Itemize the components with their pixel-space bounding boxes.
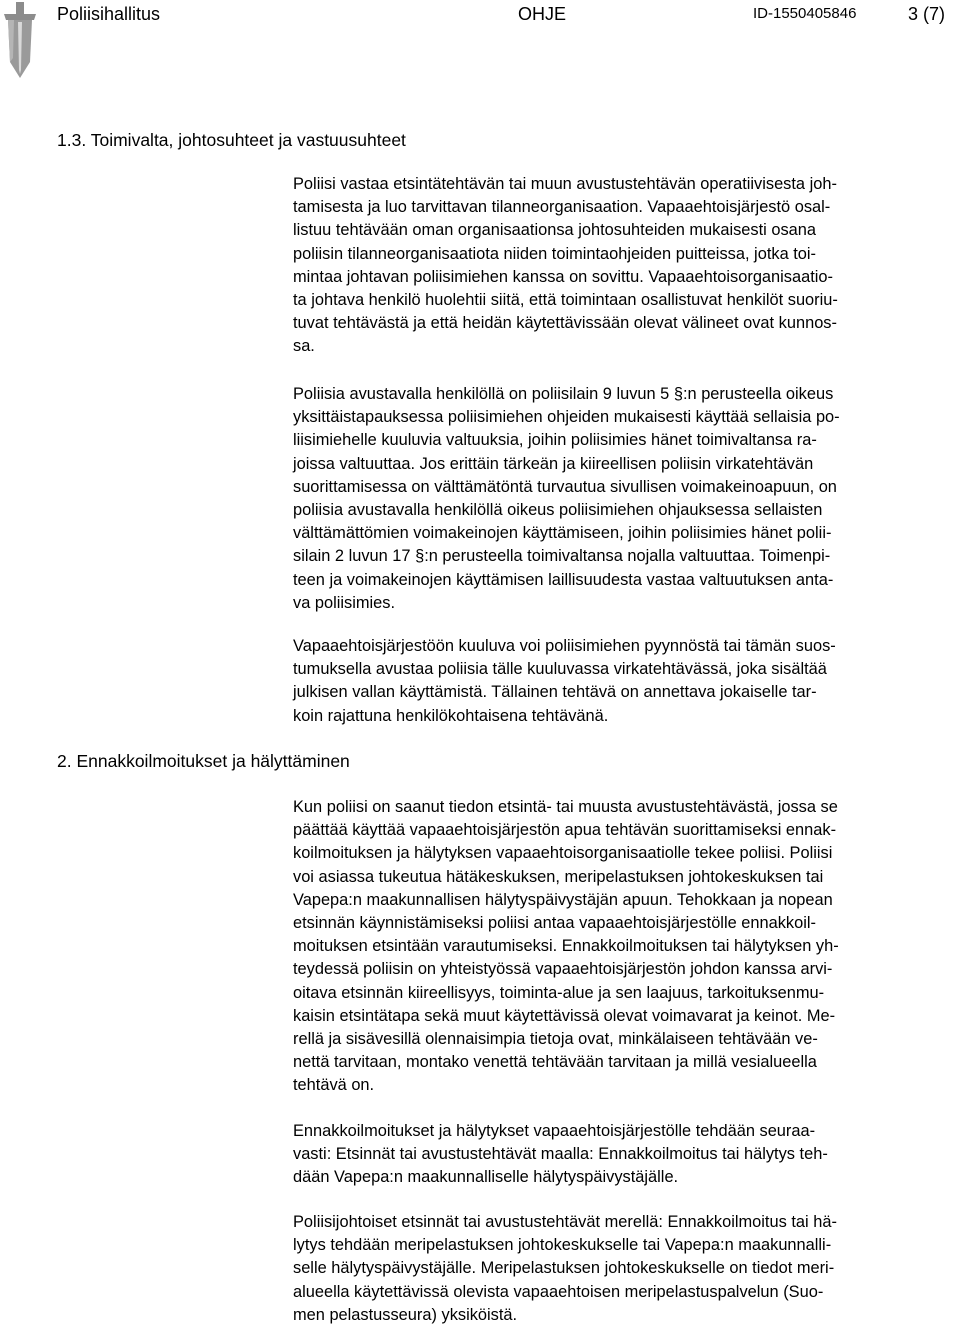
paragraph-line: selle hälytyspäivystäjälle. Meripelastuksen johtokeskukselle on tiedot meri- — [293, 1259, 835, 1278]
paragraph-line: päättää käyttää vapaaehtoisjärjestön apua tehtävän suorittamiseksi ennak- — [293, 821, 837, 840]
paragraph-line: tamisesta ja luo tarvittavan tilanneorganisaation. Vapaaehtoisjärjestö osal- — [293, 198, 831, 217]
paragraph-line: men pelastusseura) yksiköistä. — [293, 1305, 518, 1324]
paragraph-line: Vapepa:n maakunnallisen hälytyspäivystäjän apuun. Tehokkaan ja nopean — [293, 890, 833, 909]
header-document-id: ID-1550405846 — [753, 5, 857, 22]
paragraph-line: joissa valtuuttaa. Jos erittäin tärkeän ja kiireellisen poliisin virkatehtävän — [293, 454, 814, 473]
paragraph-line: teydessä poliisin on yhteistyössä vapaaehtoisjärjestön johdon kanssa arvi- — [293, 960, 833, 979]
paragraph — [293, 635, 960, 728]
paragraph-line: julkisen vallan käyttämistä. Tällainen tehtävä on annettava jokaiselle tar- — [293, 683, 817, 702]
paragraph-line: nettä tarvitaan, montako venettä tehtävään tarvitaan ja millä vesialueella — [293, 1053, 817, 1072]
paragraph-line: välttämättömien voimakeinojen käyttämiseen, joihin poliisimies hänet polii- — [293, 524, 832, 543]
paragraph-line: va poliisimies. — [293, 593, 396, 612]
paragraph-line: ta johtava henkilö huolehtii siitä, että toimintaan osallistuvat henkilöt suoriu- — [293, 290, 838, 309]
paragraph-line: dään Vapepa:n maakunnalliselle hälytyspäivystäjälle. — [293, 1168, 679, 1187]
paragraph — [293, 173, 960, 359]
paragraph-line: yksittäistapauksessa poliisimiehen ohjeiden mukaisesti käyttää sellaisia po- — [293, 408, 840, 427]
paragraph-line: mintaa johtavan poliisimiehen kanssa on sovittu. Vapaaehtoisorganisaatio- — [293, 267, 834, 286]
section-heading-2: 2. Ennakkoilmoitukset ja hälyttäminen — [57, 751, 350, 771]
paragraph-line: lytys tehdään meripelastuksen johtokeskukselle tai Vapepa:n maakunnalli- — [293, 1236, 832, 1255]
paragraph-line: listuu tehtävään oman organisaationsa johtosuhteiden mukaisesti osana — [293, 221, 817, 240]
paragraph-line: poliisia avustavalla henkilöllä oikeus poliisimiehen ohjauksessa sellaisten — [293, 500, 823, 519]
paragraph — [293, 1120, 960, 1190]
paragraph-line: suorittamisessa on välttämätöntä turvautua sivullisen voimakeinoapuun, on — [293, 477, 837, 496]
paragraph-line: moituksen etsintään varautumiseksi. Ennakkoilmoituksen tai hälytyksen yh- — [293, 937, 839, 956]
paragraph-line: koilmoituksen ja hälytyksen vapaaehtoisorganisaatiolle tekee poliisi. Poliisi — [293, 844, 833, 863]
paragraph-line: Vapaaehtoisjärjestöön kuuluva voi poliisimiehen pyynnöstä tai tämän suos- — [293, 637, 836, 655]
paragraph-line: silain 2 luvun 17 §:n perusteella toimivaltansa nojalla valtuuttaa. Toimenpi- — [293, 547, 831, 566]
paragraph-line: tehtävä on. — [293, 1076, 375, 1095]
header-organization: Poliisihallitus — [57, 4, 161, 24]
paragraph-line: koin rajattuna henkilökohtaisena tehtävänä. — [293, 706, 609, 725]
paragraph-line: Kun poliisi on saanut tiedon etsintä- tai muusta avustustehtävästä, jossa se — [293, 798, 838, 816]
paragraph-line: poliisin tilanneorganisaatiota niiden toimintaohjeiden puitteissa, jotka toi- — [293, 244, 817, 263]
paragraph-line: alueella käytettävissä olevista vapaaehtoisen meripelastuspalvelun (Suo- — [293, 1282, 824, 1301]
police-sword-emblem-icon — [0, 0, 40, 80]
paragraph — [293, 383, 960, 615]
paragraph-line: tumuksella avustaa poliisia tälle kuuluvassa virkatehtävässä, joka sisältää — [293, 660, 827, 679]
paragraph-line: vasti: Etsinnät tai avustustehtävät maalla: Ennakkoilmoitus tai hälytys teh- — [293, 1145, 828, 1164]
paragraph-line: tuvat tehtävästä ja että heidän käytettävissään olevat välineet ovat kunnos- — [293, 314, 837, 333]
paragraph-line: liisimiehelle kuuluvia valtuuksia, joihin poliisimies hänet toimivaltansa ra- — [293, 431, 817, 450]
paragraph-line: Poliisijohtoiset etsinnät tai avustustehtävät merellä: Ennakkoilmoitus tai hä- — [293, 1213, 837, 1231]
paragraph — [293, 1211, 960, 1327]
paragraph-line: Poliisia avustavalla henkilöllä on poliisilain 9 luvun 5 §:n perusteella oikeus — [293, 385, 834, 403]
header-document-type: OHJE — [518, 4, 567, 24]
paragraph-line: voi asiassa tukeutua hätäkeskuksen, meripelastuksen johtokeskuksen tai — [293, 867, 824, 886]
section-heading-1-3: 1.3. Toimivalta, johtosuhteet ja vastuusuhteet — [57, 130, 406, 150]
paragraph-line: kaisin etsintätapa sekä muut käytettävissä olevat voimavarat ja keinot. Me- — [293, 1006, 836, 1025]
paragraph-line: Ennakkoilmoitukset ja hälytykset vapaaehtoisjärjestölle tehdään seuraa- — [293, 1122, 816, 1140]
paragraph-line: teen ja voimakeinojen käyttämisen laillisuudesta vastaa valtuutuksen anta- — [293, 570, 834, 589]
paragraph — [293, 796, 960, 1097]
paragraph-line: sa. — [293, 337, 315, 356]
paragraph-line: rellä ja sisävesillä olennaisimpia tietoja ovat, minkälaiseen tehtävään ve- — [293, 1029, 818, 1048]
paragraph-line: oitava etsinnän kiireellisyys, toiminta-alue ja sen laajuus, tarkoituksenmu- — [293, 983, 825, 1002]
paragraph-line: Poliisi vastaa etsintätehtävän tai muun avustustehtävän operatiivisesta joh- — [293, 175, 837, 193]
paragraph-line: etsinnän käynnistämiseksi poliisi antaa vapaaehtoisjärjestölle ennakkoil- — [293, 913, 816, 932]
header-page-number: 3 (7) — [908, 4, 946, 24]
